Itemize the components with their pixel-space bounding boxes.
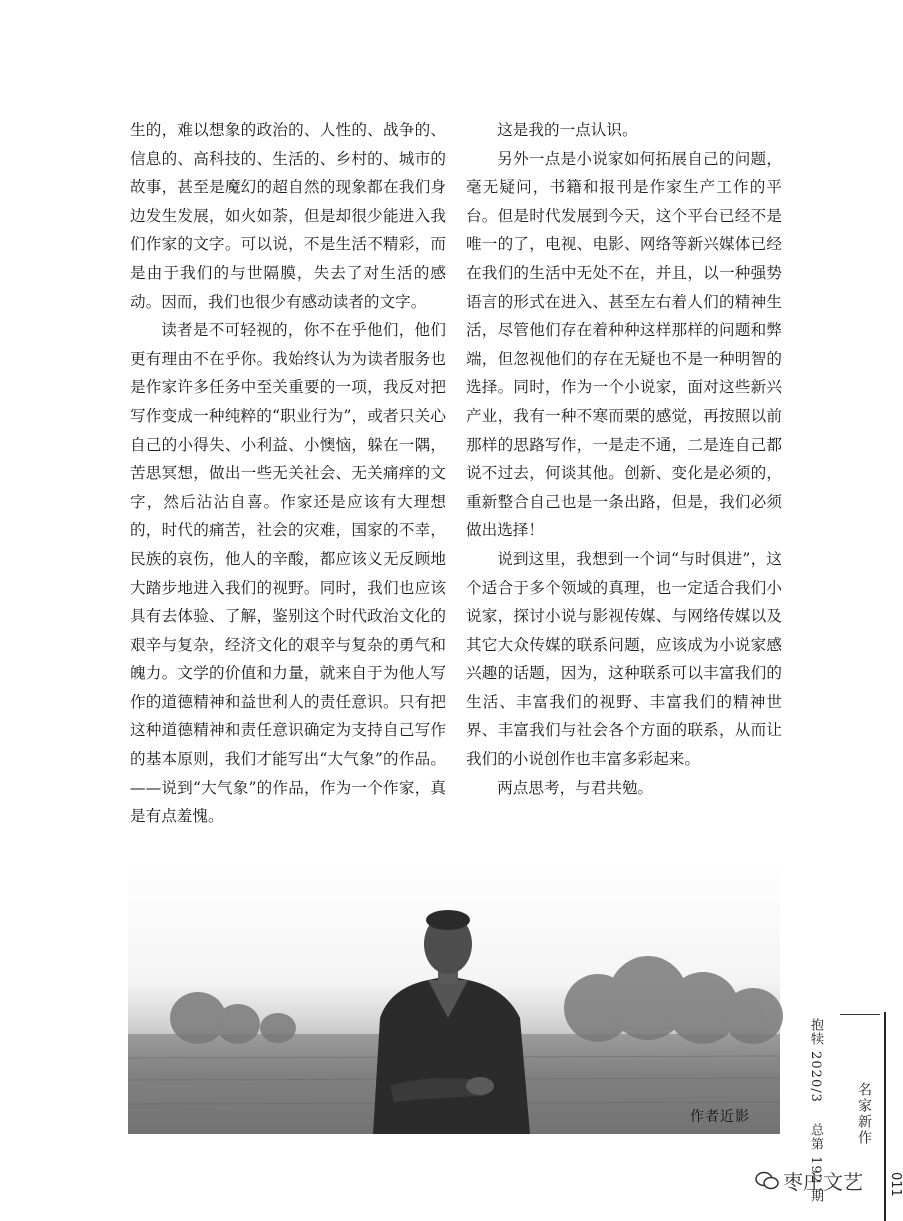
right-paragraph-4: 两点思考，与君共勉。 bbox=[497, 778, 654, 797]
left-paragraph-1: 生的，难以想象的政治的、人性的、战争的、信息的、高科技的、生活的、乡村的、城市的故事，甚至是魔幻的超自然的现象都在我们身边发生发展，如火如荼，但是却很少能进入我们作家的文字。可以说，不是生活不精彩，而是由于我们的与世隔膜，失去了对生活的感动。因而，我们也很少有感动读者的文字。 bbox=[130, 121, 446, 311]
page-number: 011 bbox=[888, 1172, 903, 1197]
right-paragraph-3: 说到这里，我想到一个词“与时俱进”，这个适合于多个领域的真理，也一定适合我们小说家，探讨小说与影视传媒、与网络传媒以及其它大众传媒的联系问题，应该成为小说家感兴趣的话题，因为，这种联系可以丰富我们的生活、丰富我们的视野、丰富我们的精神世界、丰富我们与社会各个方面的联系，从而让我们的小说创作也丰富多彩起来。 bbox=[466, 549, 782, 769]
watermark-text: 枣庄文艺 bbox=[783, 1170, 863, 1194]
left-paragraph-2: 读者是不可轻视的，你不在乎他们，他们更有理由不在乎你。我始终认为为读者服务也是作家许多任务中至关重要的一项，我反对把写作变成一种纯粹的“职业行为”，或者只关心自己的小得失、小利益、小懊恼，躲在一隅，苦思冥想，做出一些无关社会、无关痛痒的文字，然后沾沾自喜。作家还是应该有大理想的，时代的痛苦，社会的灾难，国家的不幸，民族的哀伤，他人的辛酸，都应该义无反顾地大踏步地进入我们的视野。同时，我们也应该具有去体验、了解，鉴别这个时代政治文化的艰辛与复杂，经济文化的艰辛与复杂的勇气和魄力。文学的价值和力量，就来自于为他人写作的道德精神和益世利人的责任意识。只有把这种道德精神和责任意识确定为支持自己写作的基本原则，我们才能写出“大气象”的作品。——说到“大气象”的作品，作为一个作家，真是有点羞愧。 bbox=[130, 321, 446, 826]
right-paragraph-1: 这是我的一点认识。 bbox=[497, 121, 638, 139]
journal-total-issue: 总第 192 期 bbox=[808, 1123, 823, 1204]
photo-caption: 作者近影 bbox=[690, 1109, 750, 1125]
right-column bbox=[466, 116, 782, 802]
section-title: 名家新作 bbox=[856, 1082, 872, 1146]
author-photo-illustration bbox=[128, 858, 780, 1134]
watermark bbox=[755, 1166, 863, 1195]
chat-bubble-icon bbox=[755, 1171, 779, 1191]
left-column bbox=[130, 116, 446, 831]
journal-issue-date: 抱犊 2020/3 bbox=[808, 1018, 823, 1103]
author-photo bbox=[128, 858, 780, 1134]
sidebar-divider bbox=[884, 1012, 886, 1221]
right-paragraph-2: 另外一点是小说家如何拓展自己的问题，毫无疑问，书籍和报刊是作家生产工作的平台。但是时代发展到今天，这个平台已经不是唯一的了，电视、电影、网络等新兴媒体已经在我们的生活中无处不在，并且，以一种强势语言的形式在进入、甚至左右着人们的精神生活，尽管他们存在着种种这样那样的问题和弊端，但忽视他们的存在无疑也不是一种明智的选择。同时，作为一个小说家，面对这些新兴产业，我有一种不寒而栗的感觉，再按照以前那样的思路写作，一是走不通，二是连自己都说不过去，何谈其他。创新、变化是必须的，重新整合自己也是一条出路，但是，我们必须做出选择！ bbox=[466, 149, 782, 540]
